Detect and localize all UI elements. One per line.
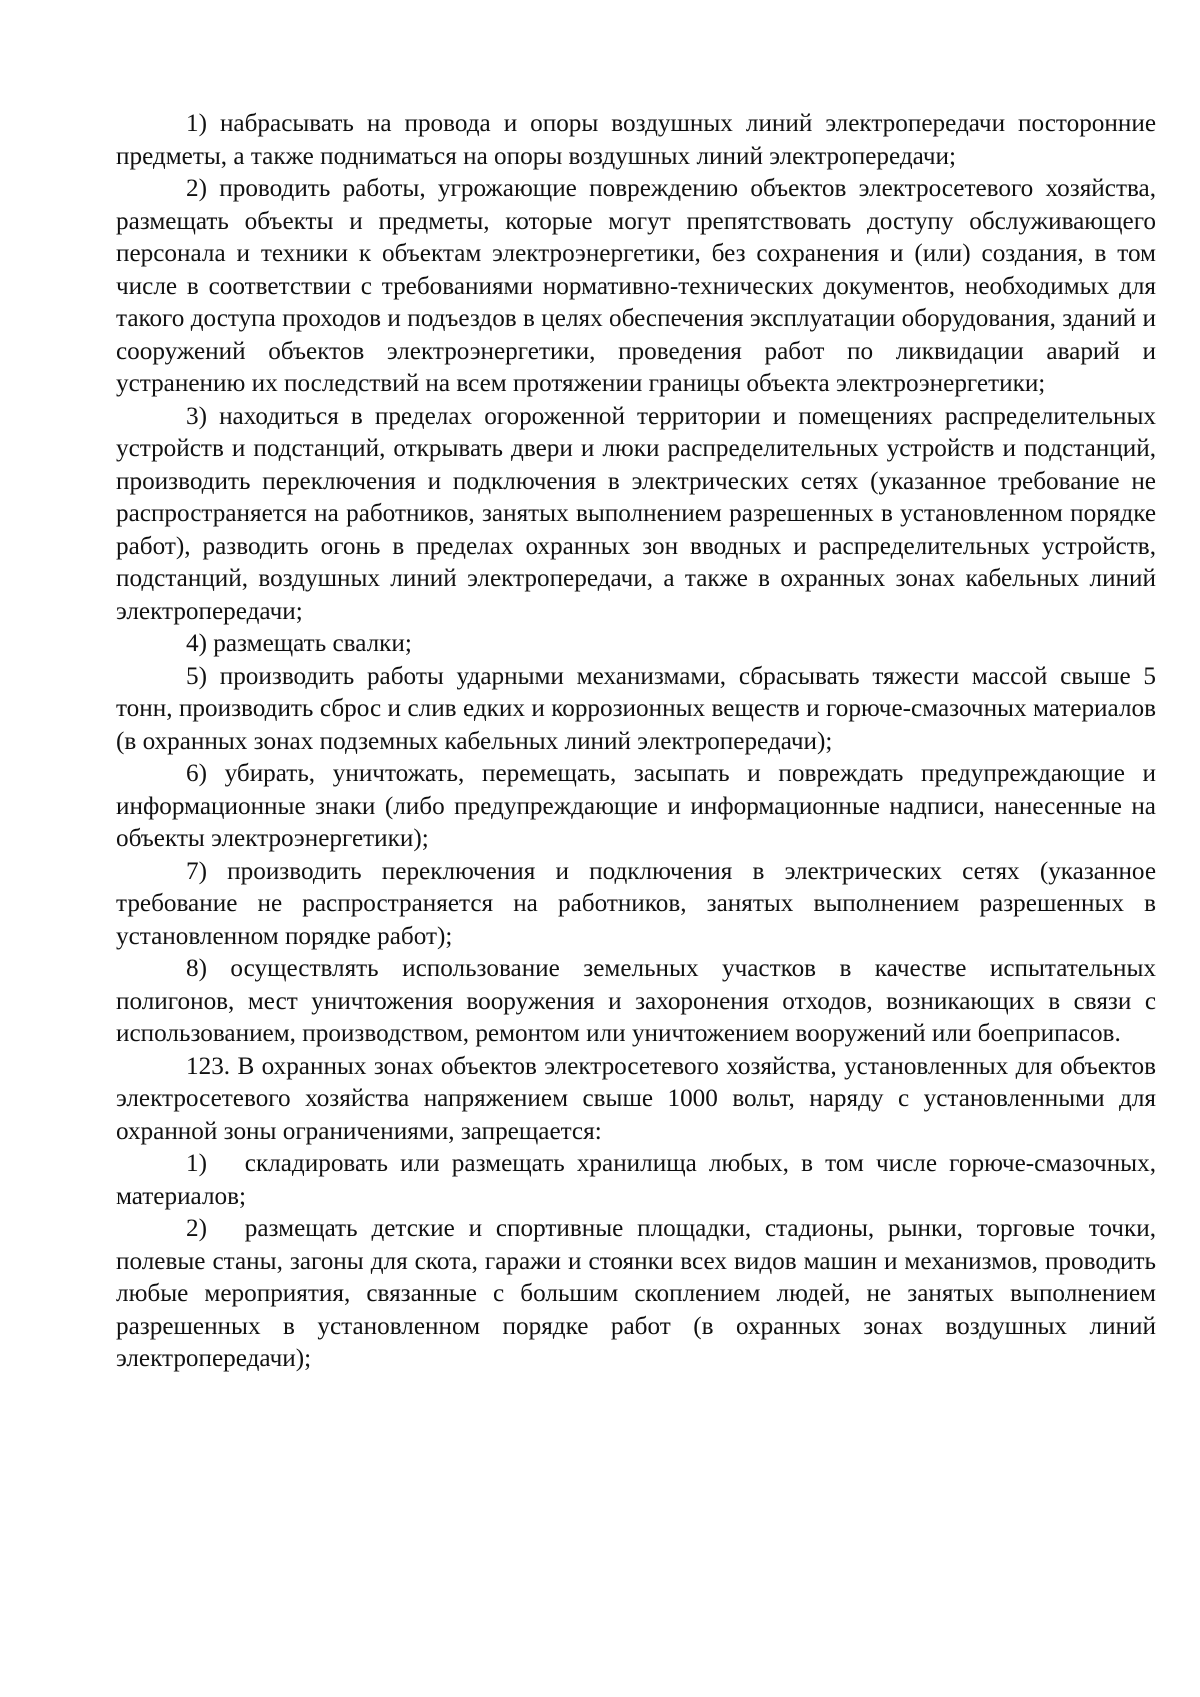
paragraph-item-5: 5) производить работы ударными механизмами, сбрасывать тяжести массой свыше 5 тонн, производить сброс и слив едких и коррозионных веществ и горюче-смазочных материалов (в охранных зонах подземных кабельных линий электропередачи); — [116, 662, 1156, 755]
document-page — [116, 108, 1156, 1376]
paragraph-item-3: 3) находиться в пределах огороженной территории и помещениях распределительных устройств и подстанций, открывать двери и люки распределительных устройств и подстанций, производить переключения и подключения в электрических сетях (указанное требование не распространяется на работников, занятых выполнением разрешенных в установленном порядке работ), разводить огонь в пределах охранных зон вводных и распределительных устройств, подстанций, воздушных линий электропередачи, а также в охранных зонах кабельных линий электропередачи; — [116, 402, 1156, 625]
paragraph-item-6: 6) убирать, уничтожать, перемещать, засыпать и повреждать предупреждающие и информационные знаки (либо предупреждающие и информационные надписи, нанесенные на объекты электроэнергетики); — [116, 760, 1156, 852]
paragraph-item-4: 4) размещать свалки; — [186, 630, 412, 657]
paragraph-subitem-1: 1) складировать или размещать хранилища любых, в том числе горюче-смазочных, материалов; — [116, 1150, 1156, 1210]
paragraph-section-123: 123. В охранных зонах объектов электросетевого хозяйства, установленных для объектов электросетевого хозяйства напряжением свыше 1000 вольт, наряду с установленными для охранной зоны ограничениями, запрещается: — [116, 1052, 1156, 1145]
paragraph-item-8: 8) осуществлять использование земельных участков в качестве испытательных полигонов, мест уничтожения вооружения и захоронения отходов, возникающих в связи с использованием, производством, ремонтом или уничтожением вооружений или боеприпасов. — [116, 955, 1156, 1047]
paragraph-item-2: 2) проводить работы, угрожающие повреждению объектов электросетевого хозяйства, размещать объекты и предметы, которые могут препятствовать доступу обслуживающего персонала и техники к объектам электроэнергетики, без сохранения и (или) создания, в том числе в соответствии с требованиями нормативно-технических документов, необходимых для такого доступа проходов и подъездов в целях обеспечения эксплуатации оборудования, зданий и сооружений объектов электроэнергетики, проведения работ по ликвидации аварий и устранению их последствий на всем протяжении границы объекта электроэнергетики; — [116, 175, 1156, 397]
paragraph-item-1: 1) набрасывать на провода и опоры воздушных линий электропередачи посторонние предметы, а также подниматься на опоры воздушных линий электропередачи; — [116, 110, 1156, 170]
paragraph-item-7: 7) производить переключения и подключения в электрических сетях (указанное требование не распространяется на работников, занятых выполнением разрешенных в установленном порядке работ); — [116, 857, 1156, 950]
paragraph-subitem-2: 2) размещать детские и спортивные площадки, стадионы, рынки, торговые точки, полевые станы, загоны для скота, гаражи и стоянки всех видов машин и механизмов, проводить любые мероприятия, связанные с большим скоплением людей, не занятых выполнением разрешенных в установленном порядке работ (в охранных зонах воздушных линий электропередачи); — [116, 1215, 1156, 1372]
